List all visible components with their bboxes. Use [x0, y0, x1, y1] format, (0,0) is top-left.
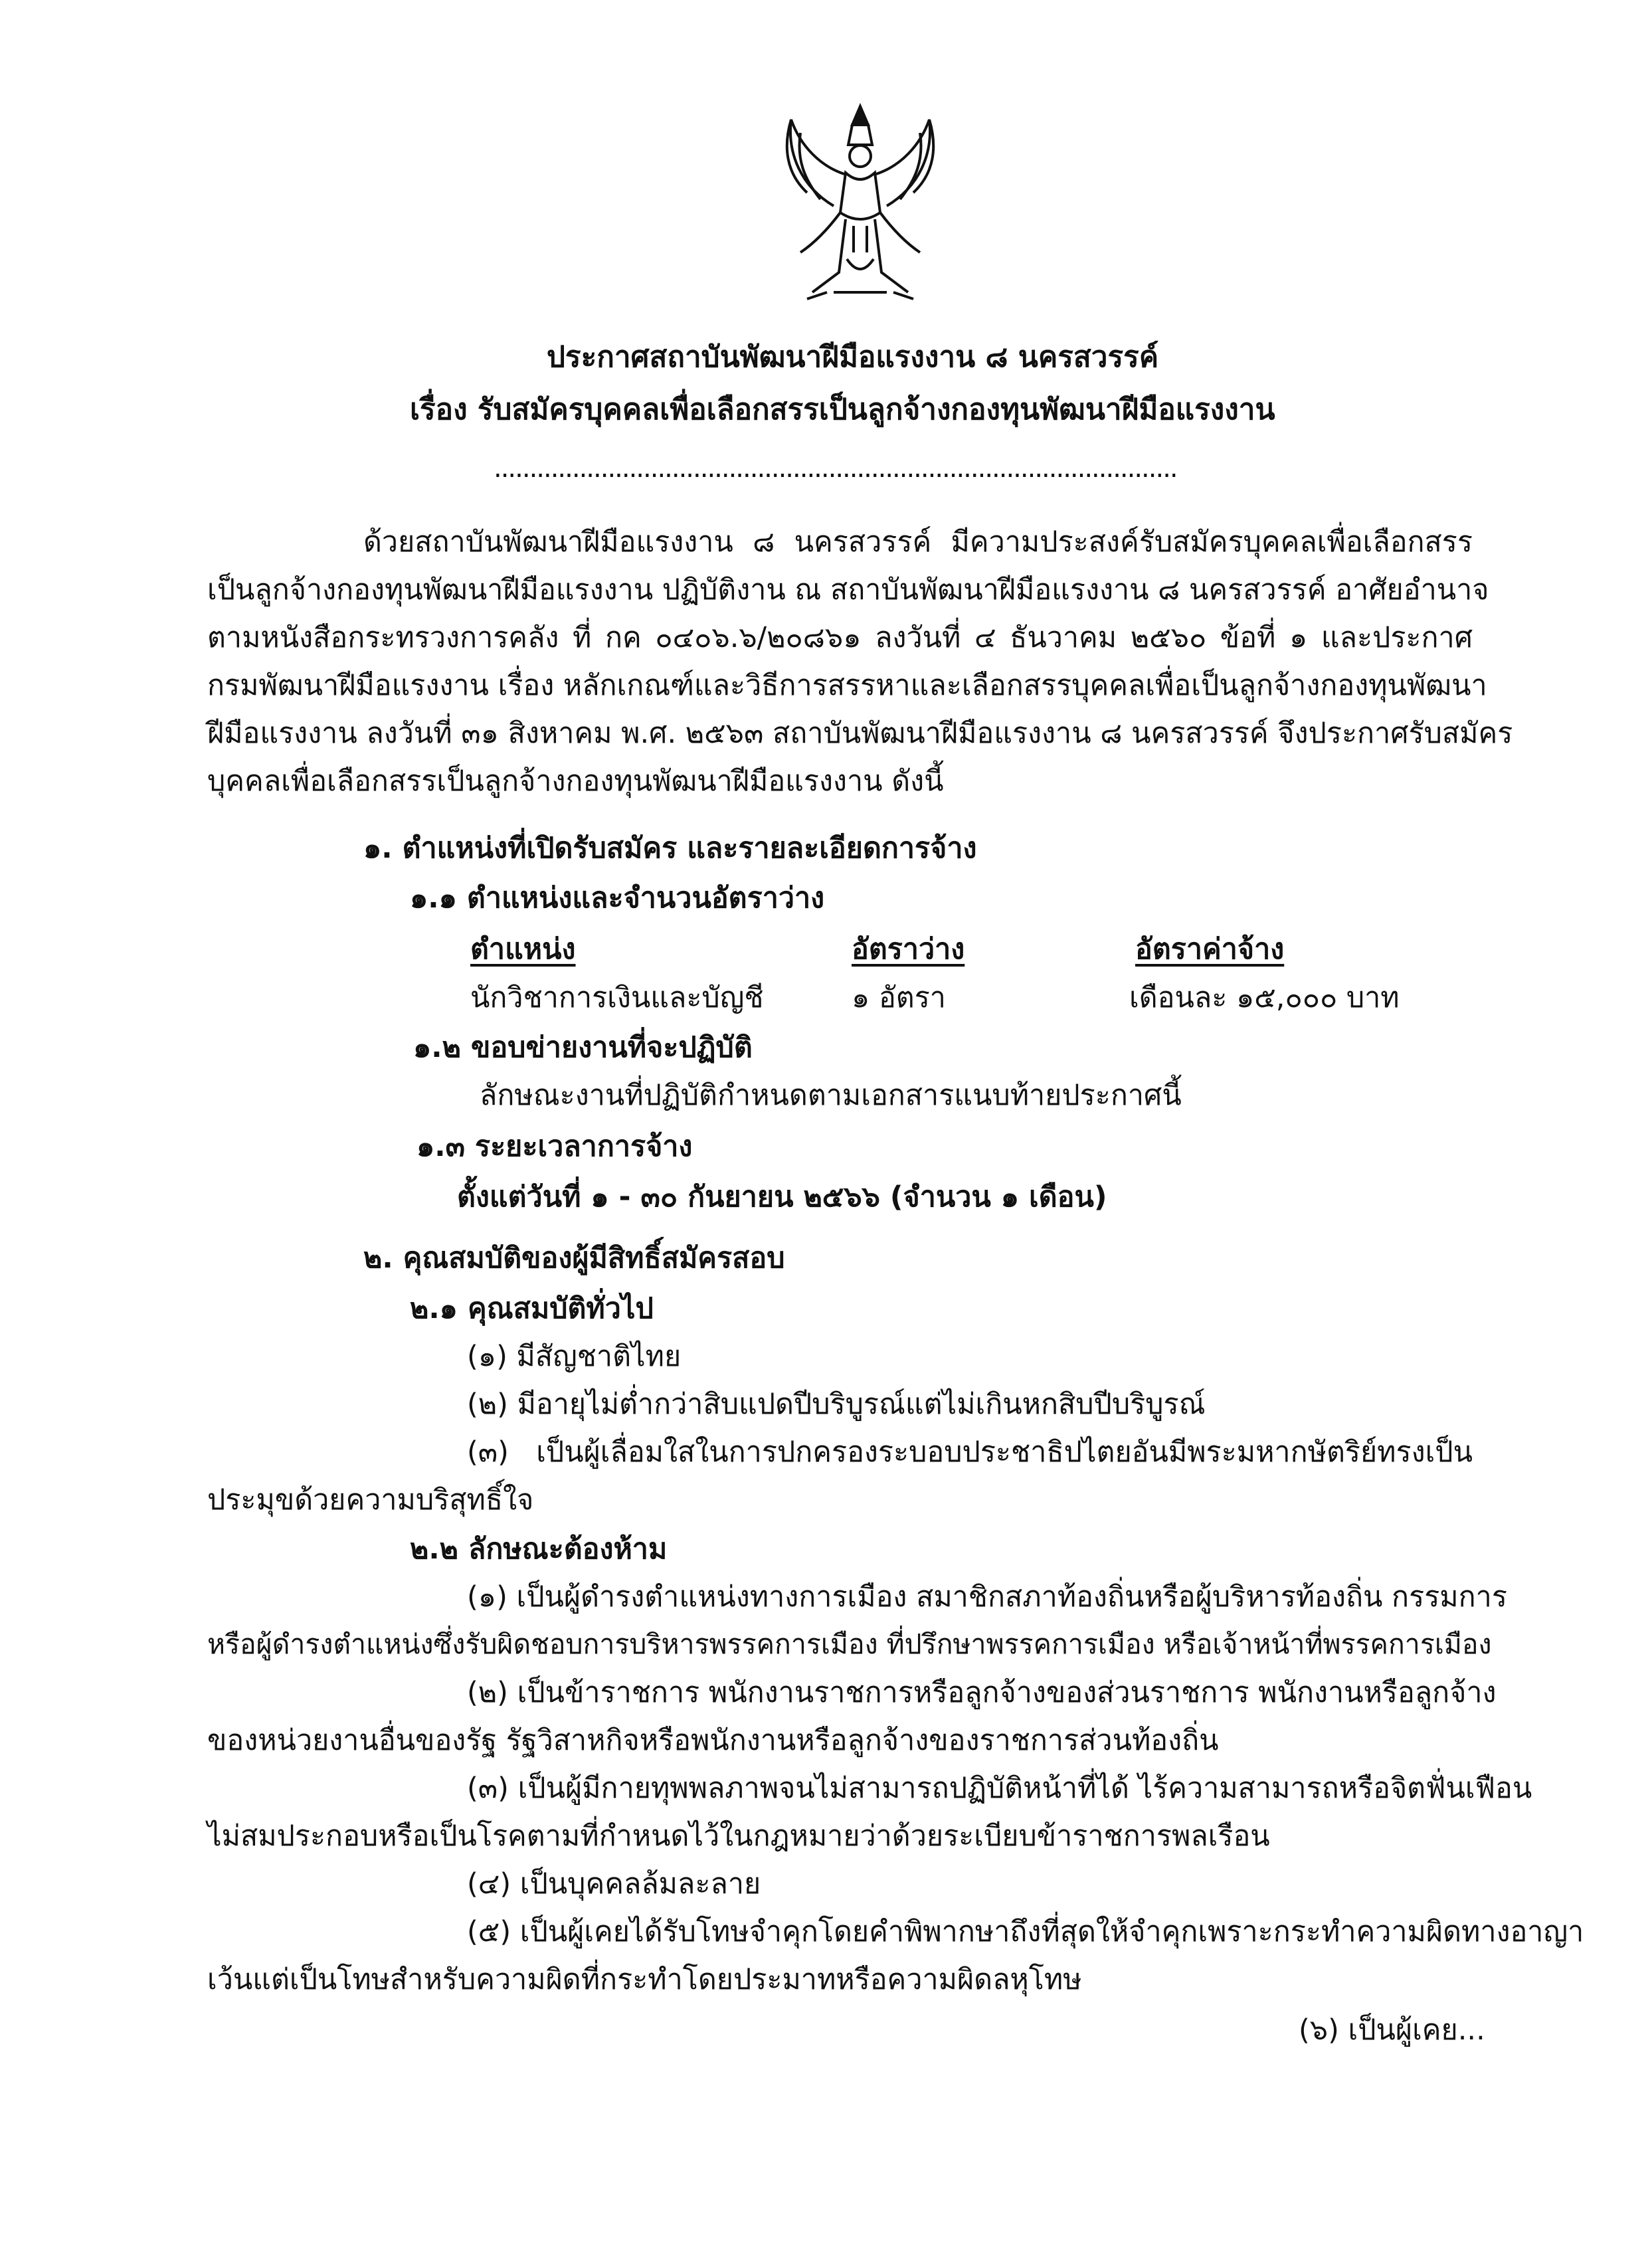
- section2-1-item-1: (๑) มีสัญชาติไทย: [467, 1340, 682, 1373]
- table-cell-position: นักวิชาการเงินและบัญชี: [470, 981, 764, 1014]
- section1-heading: ๑. ตำแหน่งที่เปิดรับสมัคร และรายละเอียดการจ้าง: [363, 832, 977, 865]
- section1-2-heading: ๑.๒ ขอบข่ายงานที่จะปฏิบัติ: [413, 1031, 753, 1064]
- section2-2-item-4: (๔) เป็นบุคคลล้มละลาย: [467, 1867, 761, 1901]
- section1-2-text: ลักษณะงานที่ปฏิบัติกำหนดตามเอกสารแนบท้ายประกาศนี้: [480, 1079, 1182, 1112]
- section2-2-heading: ๒.๒ ลักษณะต้องห้าม: [410, 1533, 668, 1566]
- section2-2-item-3-cont: ไม่สมประกอบหรือเป็นโรคตามที่กำหนดไว้ในกฎหมายว่าด้วยระเบียบข้าราชการพลเรือน: [207, 1820, 1270, 1853]
- section2-2-item-1-cont: หรือผู้ดำรงตำแหน่งซึ่งรับผิดชอบการบริหารพรรคการเมือง ที่ปรึกษาพรรคการเมือง หรือเจ้าหน้าที่พรรคการเมือง: [207, 1628, 1492, 1660]
- intro-line-6: บุคคลเพื่อเลือกสรรเป็นลูกจ้างกองทุนพัฒนาฝีมือแรงงาน ดังนี้: [207, 765, 944, 798]
- intro-line-1: ด้วยสถาบันพัฒนาฝีมือแรงงาน ๘ นครสวรรค์ มีความประสงค์รับสมัครบุคคลเพื่อเลือกสรร: [363, 525, 1473, 559]
- table-cell-vacancy: ๑ อัตรา: [852, 981, 946, 1014]
- section2-1-item-3-cont: ประมุขด้วยความบริสุทธิ์ใจ: [207, 1483, 534, 1517]
- table-header-wage: อัตราค่าจ้าง: [1135, 933, 1285, 966]
- intro-line-2: เป็นลูกจ้างกองทุนพัฒนาฝีมือแรงงาน ปฏิบัติงาน ณ สถาบันพัฒนาฝีมือแรงงาน ๘ นครสวรรค์ อาศัยอำนาจ: [207, 573, 1489, 607]
- section1-1-heading: ๑.๑ ตำแหน่งและจำนวนอัตราว่าง: [410, 882, 825, 915]
- page-continuation: (๖) เป็นผู้เคย...: [1299, 2014, 1485, 2047]
- title-divider: ................................................................................................: [494, 453, 1177, 484]
- section2-2-item-2: (๒) เป็นข้าราชการ พนักงานราชการหรือลูกจ้างของส่วนราชการ พนักงานหรือลูกจ้าง: [467, 1676, 1497, 1709]
- section2-1-heading: ๒.๑ คุณสมบัติทั่วไป: [410, 1292, 654, 1325]
- section2-heading: ๒. คุณสมบัติของผู้มีสิทธิ์สมัครสอบ: [363, 1242, 785, 1275]
- section2-2-item-1: (๑) เป็นผู้ดำรงตำแหน่งทางการเมือง สมาชิกสภาท้องถิ่นหรือผู้บริหารท้องถิ่น กรรมการ: [467, 1580, 1507, 1614]
- garuda-emblem-icon: [767, 93, 953, 319]
- intro-line-4: กรมพัฒนาฝีมือแรงงาน เรื่อง หลักเกณฑ์และวิธีการสรรหาและเลือกสรรบุคคลเพื่อเป็นลูกจ้างกองทุนพัฒนา: [207, 669, 1487, 702]
- section2-1-item-3: (๓) เป็นผู้เลื่อมใสในการปกครองระบอบประชาธิปไตยอันมีพระมหากษัตริย์ทรงเป็น: [467, 1436, 1473, 1469]
- intro-line-5: ฝีมือแรงงาน ลงวันที่ ๓๑ สิงหาคม พ.ศ. ๒๕๖๓ สถาบันพัฒนาฝีมือแรงงาน ๘ นครสวรรค์ จึงประกาศรับสมัคร: [207, 717, 1513, 750]
- section2-2-item-3: (๓) เป็นผู้มีกายทุพพลภาพจนไม่สามารถปฏิบัติหน้าที่ได้ ไร้ความสามารถหรือจิตฟั่นเฟือน: [467, 1772, 1532, 1805]
- section1-3-text: ตั้งแต่วันที่ ๑ - ๓๐ กันยายน ๒๕๖๖ (จำนวน ๑ เดือน): [457, 1180, 1107, 1214]
- table-header-vacancy: อัตราว่าง: [852, 933, 965, 966]
- table-header-position: ตำแหน่ง: [470, 933, 576, 966]
- announcement-subject: เรื่อง รับสมัครบุคคลเพื่อเลือกสรรเป็นลูกจ้างกองทุนพัฒนาฝีมือแรงงาน: [410, 393, 1275, 426]
- announcement-title: ประกาศสถาบันพัฒนาฝีมือแรงงาน ๘ นครสวรรค์: [547, 340, 1159, 374]
- section2-2-item-5-cont: เว้นแต่เป็นโทษสำหรับความผิดที่กระทำโดยประมาทหรือความผิดลหุโทษ: [207, 1963, 1082, 1996]
- section2-2-item-2-cont: ของหน่วยงานอื่นของรัฐ รัฐวิสาหกิจหรือพนักงานหรือลูกจ้างของราชการส่วนท้องถิ่น: [207, 1724, 1219, 1757]
- section1-3-heading: ๑.๓ ระยะเวลาการจ้าง: [416, 1130, 693, 1163]
- section2-2-item-5: (๕) เป็นผู้เคยได้รับโทษจำคุกโดยคำพิพากษาถึงที่สุดให้จำคุกเพราะกระทำความผิดทางอาญา: [467, 1915, 1584, 1948]
- intro-line-3: ตามหนังสือกระทรวงการคลัง ที่ กค ๐๔๐๖.๖/๒๐๘๖๑ ลงวันที่ ๔ ธันวาคม ๒๕๖๐ ข้อที่ ๑ และประกาศ: [207, 621, 1473, 654]
- section2-1-item-2: (๒) มีอายุไม่ต่ำกว่าสิบแปดปีบริบูรณ์แต่ไม่เกินหกสิบปีบริบูรณ์: [467, 1388, 1206, 1421]
- table-cell-wage: เดือนละ ๑๕,๐๐๐ บาท: [1129, 981, 1400, 1014]
